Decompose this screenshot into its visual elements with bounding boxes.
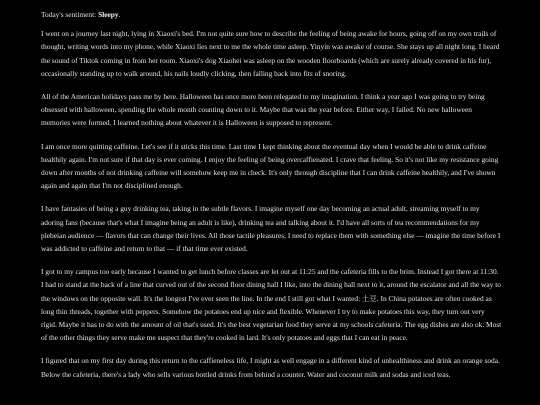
sentiment-suffix: . <box>118 10 121 19</box>
sentiment-value: Sleepy <box>98 10 119 19</box>
paragraph-halloween: All of the American holidays pass me by here. Halloween has once more been relegated to my imagination. I think a year ago I was going to try being obsessed with halloween, spending the whole month counting down to it. Maybe that was the year before. Either way, I failed. No new halloween memories were formed. I learned nothing about whatever it is Halloween is supposed to represent. <box>41 92 485 128</box>
paragraph-quitting-caffeine: I am once more quitting caffeine. Let's see if it sticks this time. Last time I kept thinking about the eventual day when I would be able to drink caffeine healthily again. I'm not sure if that day is ever coming. I enjoy the feeling of being overcaffienated. I crave that feeling. So it's not like my resistance going down after months of not drinking caffeine will somehow keep me in check. It's only through discipline that I can drink caffeine healthily, and I've shown again and again that I'm not disciplined enough. <box>41 141 499 191</box>
paragraph-tea-fantasies: I have fantasies of being a guy drinking tea, taking in the subtle flavors. I imagine myself one day becoming an actual adult, streaming myself to my adoring fans (because that's what I imagine being an adult is like), drinking tea and talking about it. I'd have all sorts of tea recommendations for my plebeian audience — flavors that can change their lives. All those tactile pleasures, I need to replace them with something else — imagine the time before I was addicted to caffeine and return to that — if that time ever existed. <box>41 204 501 254</box>
paragraph-campus-lunch: I got to my campus too early because I wanted to get lunch before classes are let out at 11:25 and the cafeteria fills to the brim. Instead I got there at 11:30. I had to stand at the back of a line that curved out of the second floor dining hall I like, into the dining hall next to it, around the escalator and all the way to the windows on the opposite wall. It's the longest I've ever seen the line. In the end I still got what I wanted: 土豆. In China potatoes are often cooked as long thin threads, together with peppers. Somehow the potatoes end up nice and flexible. Whenever I try to make potatoes this way, they turn out very rigid. Maybe it has to do with the amount of oil that's used. It's the best vegetarian food they serve at my schools cafeteria. The egg dishes are also ok. Most of the other things they serve make me suspect that they're cooked in lard. It's only potatoes and eggs that I can eat in peace. <box>41 267 502 343</box>
paragraph-orange-soda: I figured that on my first day during this return to the caffieneless life, I might as well engage in a different kind of unhealthiness and drink an orange soda. Below the cafeteria, there's a lady who sells various bottled drinks from behind a counter. Water and coconut milk and sodas and iced teas. <box>41 356 500 379</box>
sentiment-line <box>41 8 502 21</box>
sentiment-label: Today's sentiment: <box>41 10 97 19</box>
paragraph-sleepless-night: I went on a journey last night, lying in Xiaoxi's bed. I'm not quite sure how to describe the feeling of being awake for hours, going off on my own trails of thought, writing words into my phone, while Xiaoxi lies next to me the whole time asleep. Yinyin was awake of course. She stays up all night long. I heard the sound of Tiktok coming in from her room. Xiaoxi's dog Xiaohei was asleep on the wooden floorboards (which are surely already covered in his fur), occasionally standing up to walk around, his nails loudly clicking, then falling back into fits of snoring. <box>41 29 500 78</box>
journal-entry <box>41 8 502 391</box>
